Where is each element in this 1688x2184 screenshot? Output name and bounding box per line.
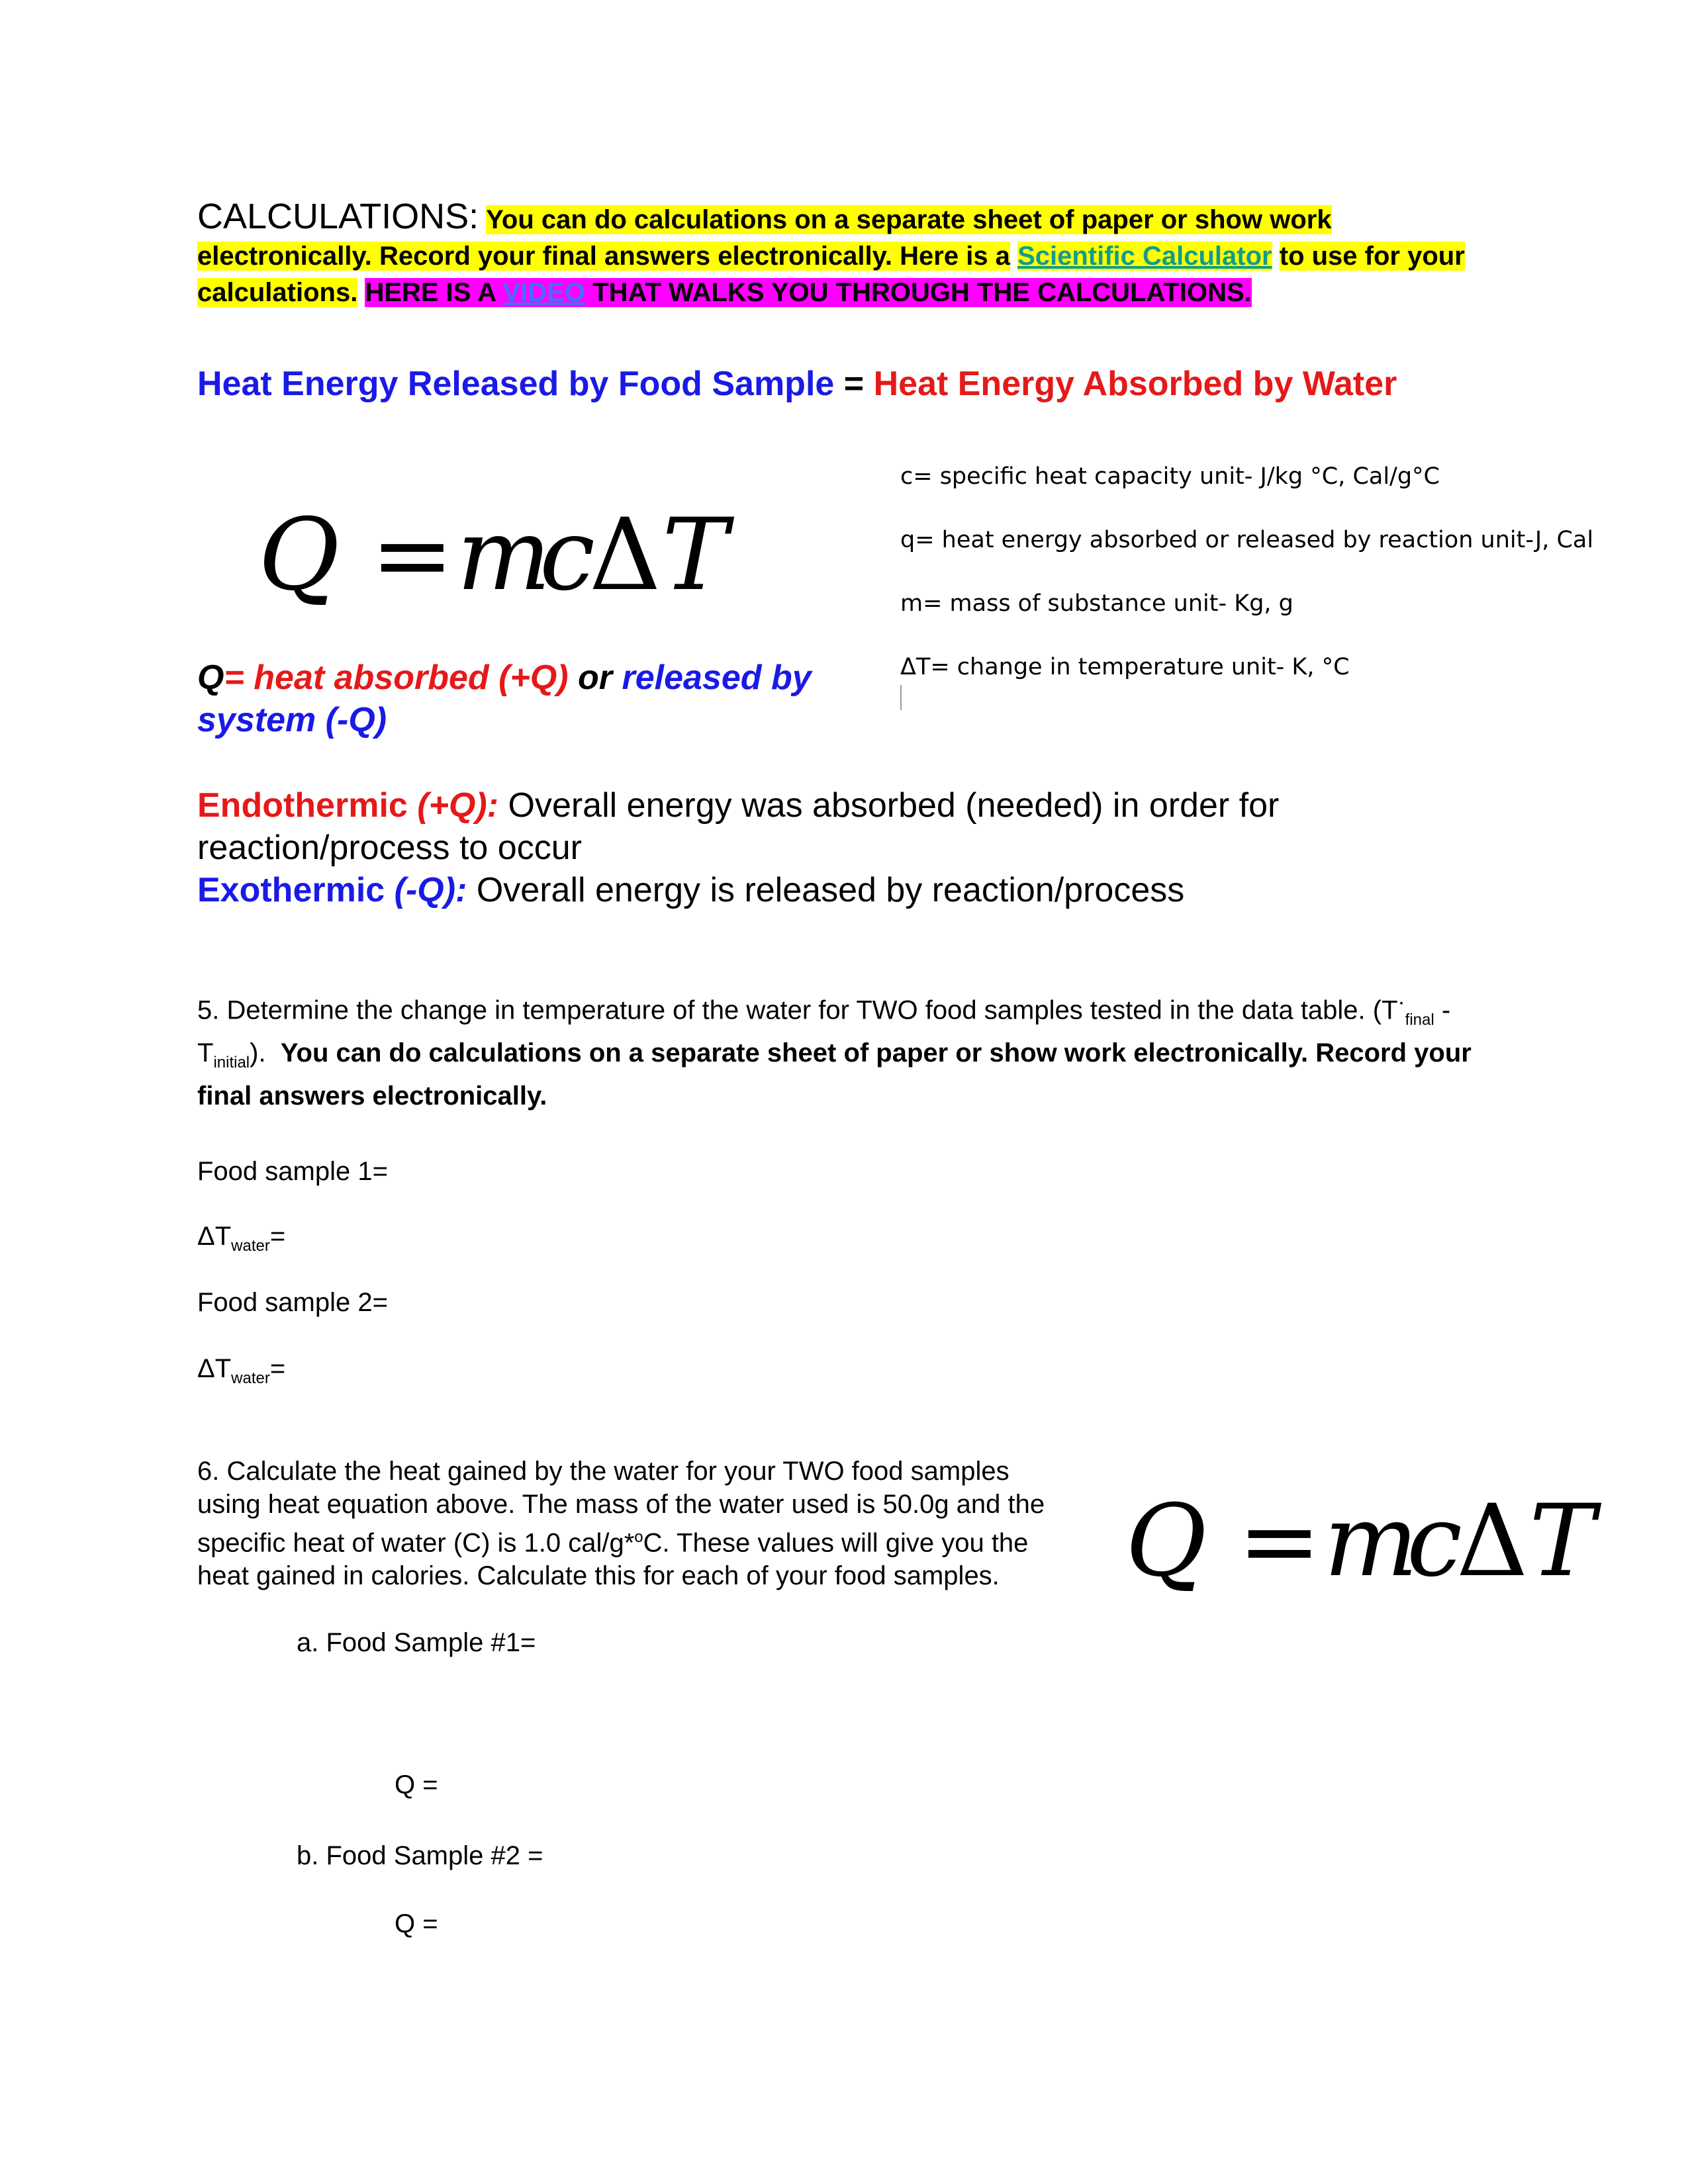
food-sample-1-answer[interactable]: Food sample 1=	[197, 1157, 388, 1186]
video-link[interactable]: VIDEO	[502, 278, 586, 307]
delta-t-symbol: ΔT	[197, 1354, 232, 1383]
water-subscript: water	[231, 1237, 270, 1255]
heat-equals-sign: =	[843, 365, 865, 403]
q5-dot: ·	[1397, 990, 1405, 1015]
variable-m: m= mass of substance unit- Kg, g	[900, 590, 1293, 617]
intro-text: You can do calculations on a separate sheet of paper or show work electronically. Record your final answers electronically. Here is a	[197, 205, 1332, 271]
formula-q-mc-delta-t-2	[1125, 1489, 1615, 1602]
exothermic-definition	[197, 869, 1455, 911]
q5-text-a: 5. Determine the change in temperature of the water for TWO food samples tested in the data table. (T	[197, 995, 1398, 1025]
q6-sup-o: o	[634, 1528, 643, 1546]
heat-released-label: Heat Energy Released by Food Sample	[197, 365, 835, 403]
q-answer-1[interactable]: Q =	[395, 1770, 438, 1799]
endothermic-definition	[197, 784, 1455, 869]
exothermic-sign: (-Q):	[394, 871, 467, 909]
video-pre-text: HERE IS A	[365, 278, 496, 307]
q5-text-c: ).	[250, 1038, 266, 1068]
formula-q: Q	[1125, 1489, 1207, 1599]
variable-definitions	[900, 463, 1594, 717]
formula-m: m	[1324, 1489, 1419, 1599]
calculations-intro	[197, 199, 1481, 311]
q-absorbed-text: = heat absorbed (+Q)	[224, 659, 569, 697]
formula-equals: =	[1238, 1489, 1321, 1599]
formula-c: c	[1407, 1489, 1463, 1599]
food-sample-1-label: a. Food Sample #1=	[297, 1628, 536, 1657]
delta-t-water-1[interactable]	[197, 1222, 285, 1255]
variable-delta-t: ΔT= change in temperature unit- K, °C	[900, 654, 1350, 680]
q5-sub-initial: initial	[213, 1054, 250, 1072]
formula-q-mc-delta-t	[258, 503, 748, 615]
q5-sub-final: final	[1405, 1011, 1434, 1029]
endothermic-text: Overall energy was absorbed (needed) in order for reaction/process to occur	[197, 786, 1280, 867]
delta-t-equals: =	[269, 1222, 286, 1251]
formula-equals: =	[371, 503, 454, 613]
formula-delta: Δ	[1456, 1489, 1528, 1599]
exothermic-text: Overall energy is released by reaction/process	[476, 871, 1185, 909]
intro-after-link: to use for your calculations.	[197, 242, 1465, 307]
video-post-text: THAT WALKS YOU THROUGH THE CALCULATIONS.	[592, 278, 1252, 307]
scientific-calculator-link[interactable]: Scientific Calculator	[1017, 242, 1272, 271]
formula-t: T	[662, 503, 729, 613]
q6-text-a: 6. Calculate the heat gained by the water for your TWO food samples using heat equation above. The mass of the water used is 50.0g and the specific heat of water (C) is 1.0 cal/g*	[197, 1457, 1045, 1558]
question-6	[197, 1455, 1058, 1592]
water-subscript: water	[231, 1369, 270, 1387]
formula-delta: Δ	[589, 503, 661, 613]
endo-exo-definitions	[197, 784, 1455, 911]
delta-t-water-2[interactable]	[197, 1354, 285, 1388]
q5-text-b: - T	[197, 995, 1451, 1068]
q-answer-2[interactable]: Q =	[395, 1909, 438, 1938]
calculations-title: CALCULATIONS:	[197, 197, 479, 236]
q6-text-b: C. These values will give you the heat gained in calories. Calculate this for each of your food samples.	[197, 1528, 1029, 1591]
food-sample-2-answer[interactable]: Food sample 2=	[197, 1288, 388, 1317]
endothermic-sign: (+Q):	[417, 786, 499, 825]
delta-t-symbol: ΔT	[197, 1222, 232, 1251]
q-definition	[197, 657, 899, 741]
heat-absorbed-label: Heat Energy Absorbed by Water	[873, 365, 1397, 403]
formula-t: T	[1529, 1489, 1596, 1599]
formula-q: Q	[258, 503, 340, 613]
q5-bold-text: You can do calculations on a separate sheet of paper or show work electronically. Record your final answers electronically.	[197, 1038, 1472, 1111]
endothermic-label: Endothermic	[197, 786, 408, 825]
delta-t-equals: =	[269, 1354, 286, 1383]
variable-q: q= heat energy absorbed or released by reaction unit-J, Cal	[900, 527, 1594, 553]
q-letter: Q	[197, 659, 224, 697]
q-released-text: released by system (-Q)	[197, 659, 812, 739]
q-or-text: or	[578, 659, 613, 697]
formula-c: c	[539, 503, 596, 613]
exothermic-label: Exothermic	[197, 871, 385, 909]
text-cursor	[900, 685, 902, 710]
question-5	[197, 986, 1495, 1113]
heat-energy-equation	[197, 364, 1397, 404]
variable-c: c= specific heat capacity unit- J/kg °C, Cal/g°C	[900, 463, 1440, 490]
food-sample-2-label: b. Food Sample #2 =	[297, 1841, 543, 1870]
formula-m: m	[457, 503, 551, 613]
